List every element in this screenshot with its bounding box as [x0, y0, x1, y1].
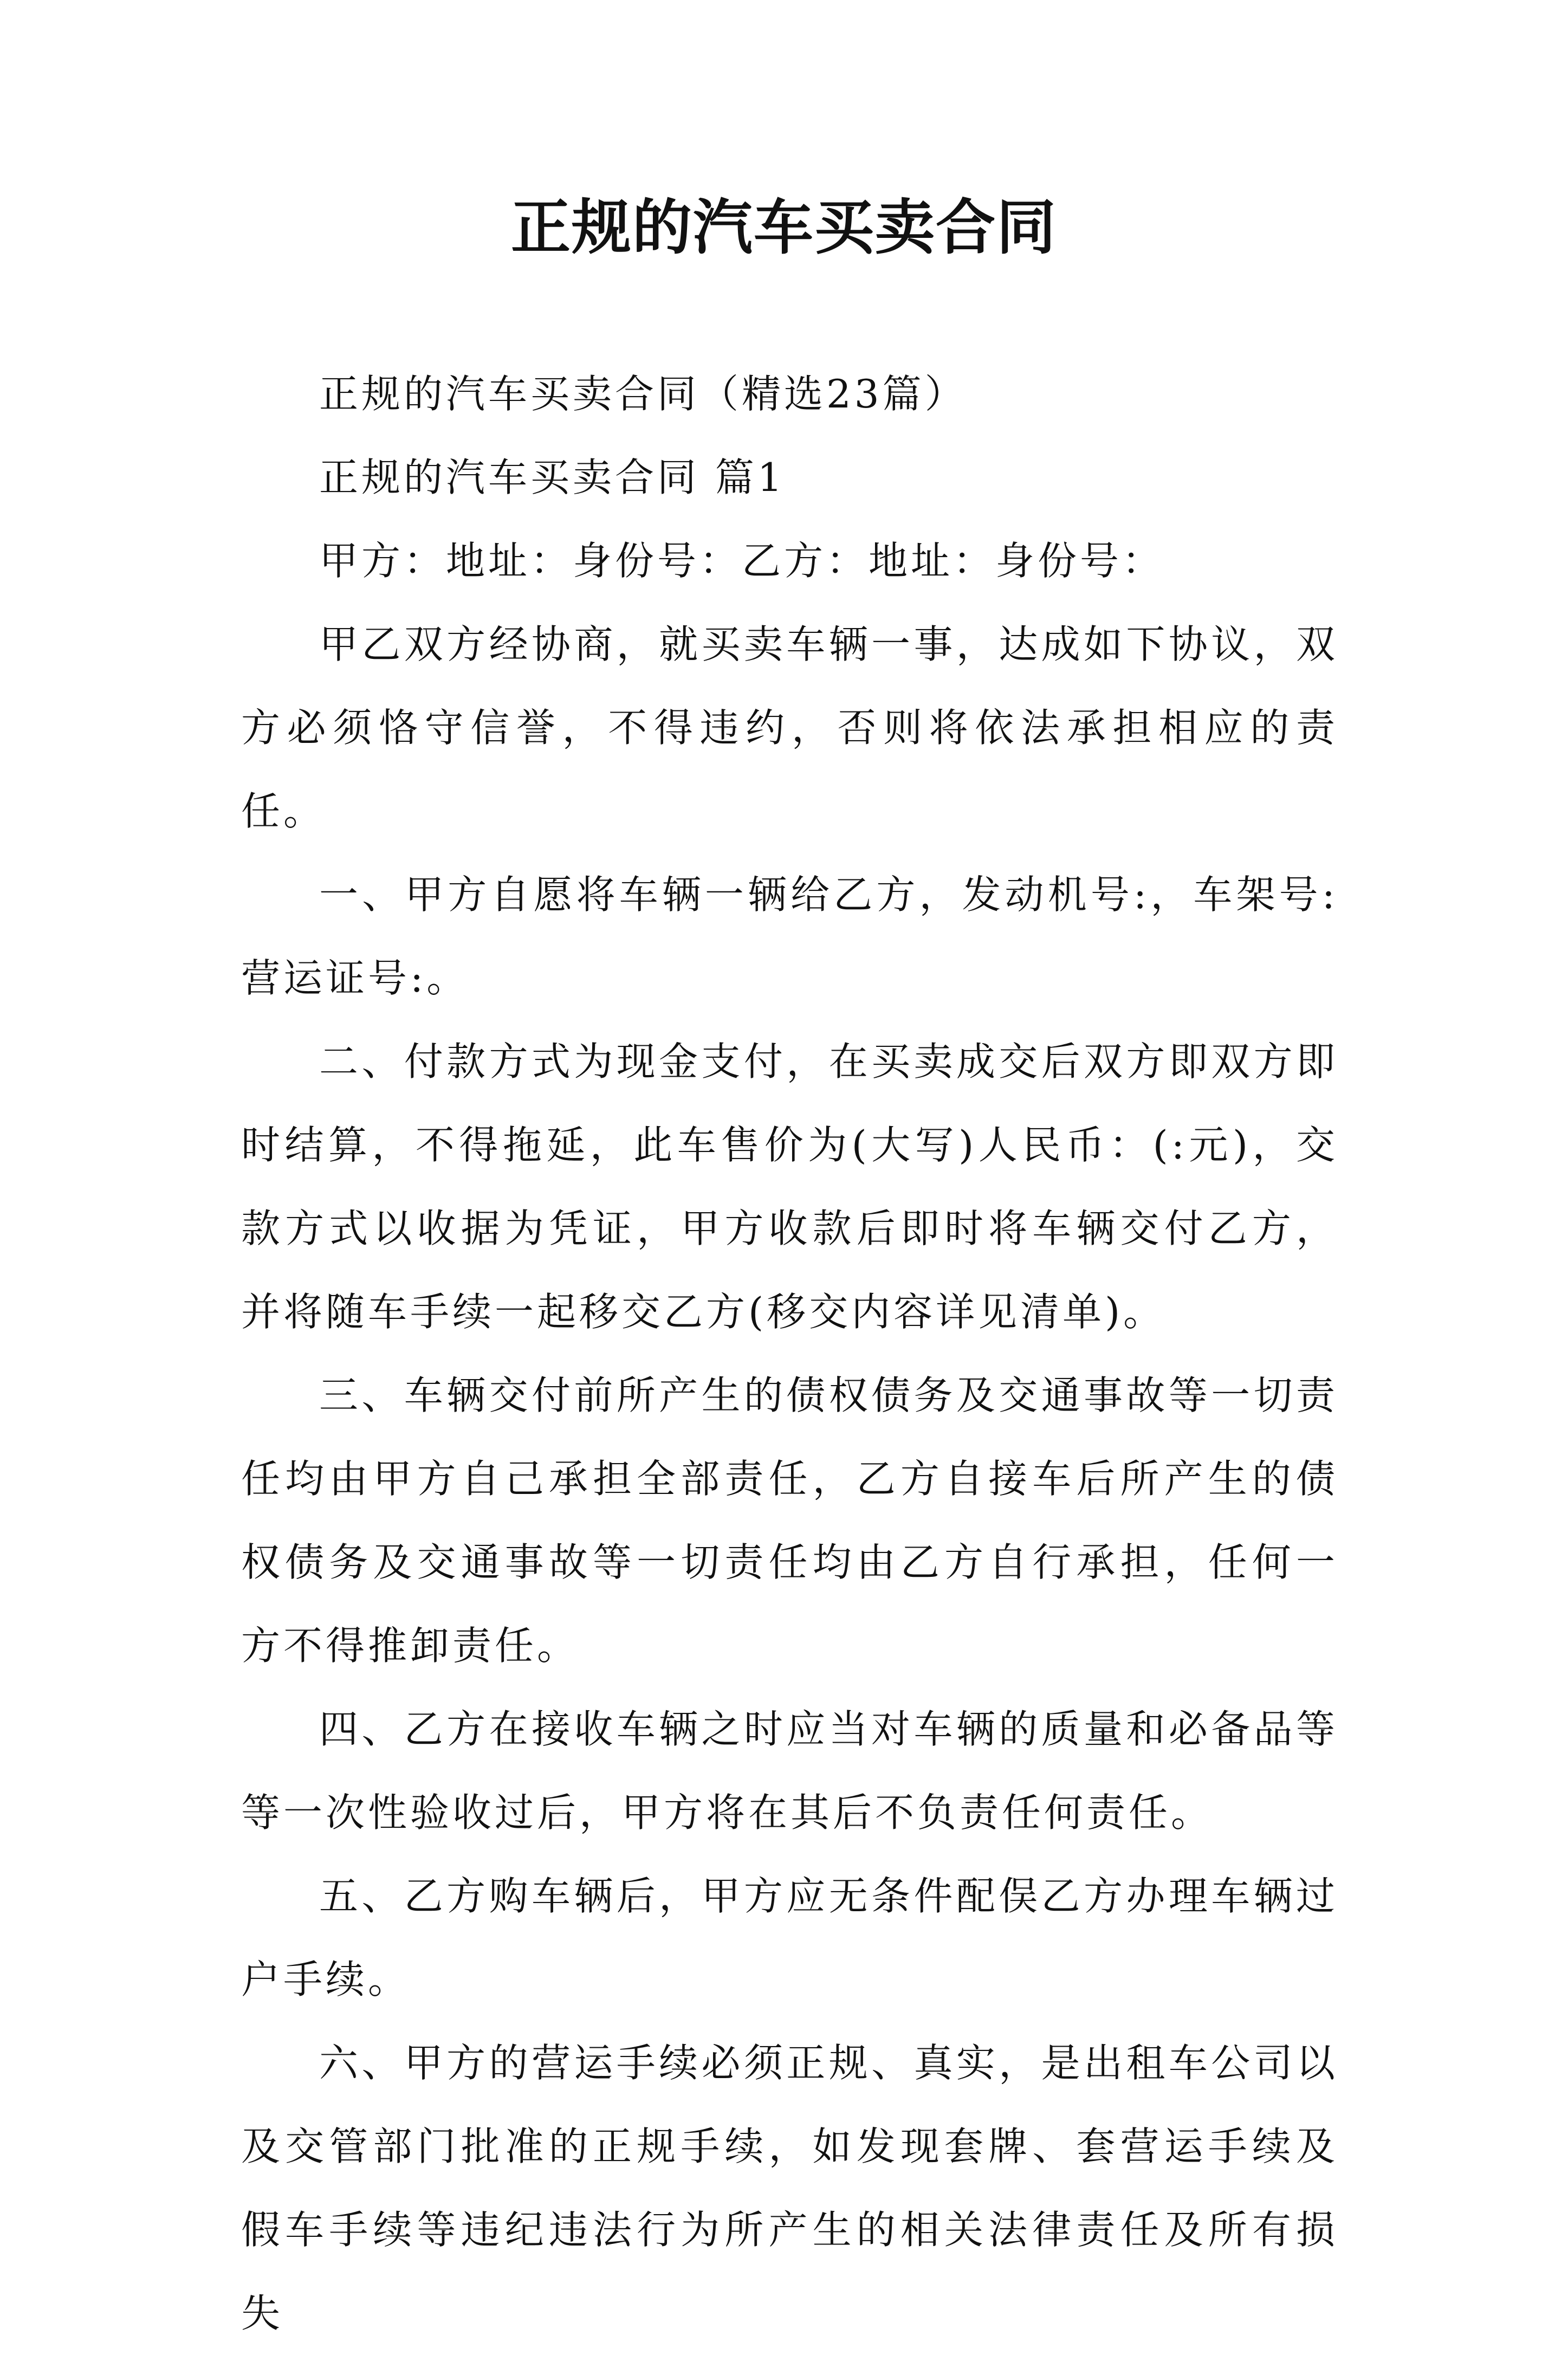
paragraph-clause-3: 三、车辆交付前所产生的债权债务及交通事故等一切责任均由甲方自己承担全部责任，乙方自接车后所产生的债权债务及交通事故等一切责任均由乙方自行承担，任何一方不得推卸责任。 — [241, 1373, 1338, 1668]
document-body — [241, 352, 1338, 2355]
document-title: 正规的汽车买卖合同 — [511, 192, 1057, 262]
paragraph-part-heading: 正规的汽车买卖合同 篇1 — [319, 455, 786, 500]
paragraph-clause-6: 六、甲方的营运手续必须正规、真实，是出租车公司以及交管部门批准的正规手续，如发现套牌、套营运手续及假车手续等违纪违法行为所产生的相关法律责任及所有损失 — [241, 2040, 1338, 2336]
paragraph-clause-5: 五、乙方购车辆后，甲方应无条件配俣乙方办理车辆过户手续。 — [241, 1873, 1338, 2002]
paragraph-parties: 甲方：地址：身份号：乙方：地址：身份号： — [319, 538, 1165, 584]
paragraph-clause-1: 一、甲方自愿将车辆一辆给乙方，发动机号:，车架号:营运证号:。 — [241, 872, 1338, 1001]
paragraph-clause-2: 二、付款方式为现金支付，在买卖成交后双方即双方即时结算，不得拖延，此车售价为(大写)人民币：(:元)，交款方式以收据为凭证，甲方收款后即时将车辆交付乙方，并将随车手续一起移交乙方(移交内容详见清单)。 — [241, 1039, 1338, 1335]
paragraph-clause-4: 四、乙方在接收车辆之时应当对车辆的质量和必备品等等一次性验收过后，甲方将在其后不负责任何责任。 — [241, 1706, 1338, 1835]
paragraph-preamble: 甲乙双方经协商，就买卖车辆一事，达成如下协议，双方必须恪守信誉，不得违约，否则将依法承担相应的责任。 — [241, 622, 1338, 834]
paragraph-collection-heading: 正规的汽车买卖合同（精选23篇） — [319, 371, 967, 417]
